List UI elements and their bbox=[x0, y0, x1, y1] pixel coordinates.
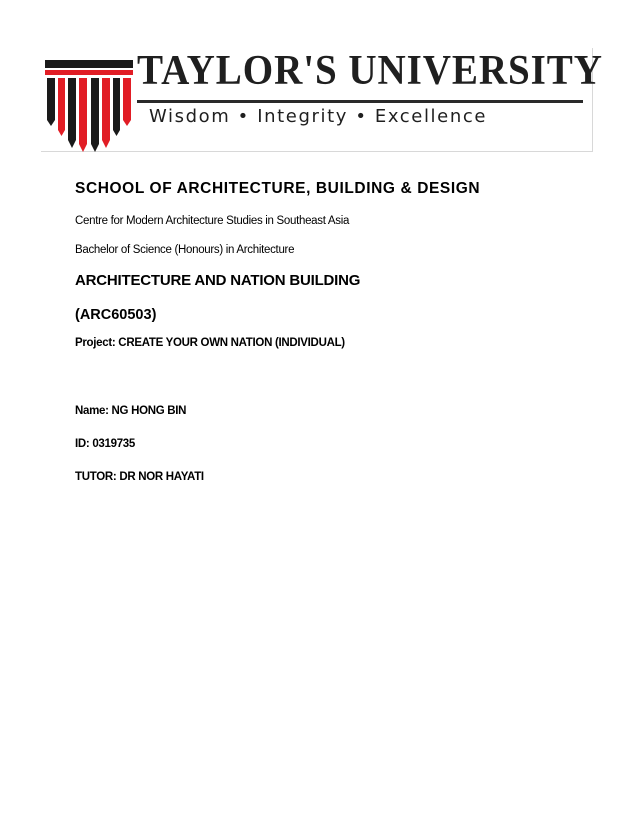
centre-name: Centre for Modern Architecture Studies in Southeast Asia bbox=[75, 215, 350, 227]
course-title: ARCHITECTURE AND NATION BUILDING bbox=[75, 272, 361, 289]
university-motto: Wisdom • Integrity • Excellence bbox=[149, 106, 487, 127]
course-code: (ARC60503) bbox=[75, 307, 157, 323]
school-title: SCHOOL OF ARCHITECTURE, BUILDING & DESIGN bbox=[75, 180, 481, 197]
degree-name: Bachelor of Science (Honours) in Architecture bbox=[75, 244, 295, 256]
university-logo-banner bbox=[41, 48, 603, 152]
university-name: TAYLOR'S UNIVERSITY bbox=[137, 48, 603, 94]
student-name: Name: NG HONG BIN bbox=[75, 405, 187, 417]
tutor-name: TUTOR: DR NOR HAYATI bbox=[75, 471, 204, 483]
taylors-crest-icon bbox=[45, 56, 133, 152]
student-id: ID: 0319735 bbox=[75, 438, 135, 450]
brand-divider bbox=[137, 100, 583, 103]
project-title: Project: CREATE YOUR OWN NATION (INDIVIDUAL) bbox=[75, 337, 345, 349]
